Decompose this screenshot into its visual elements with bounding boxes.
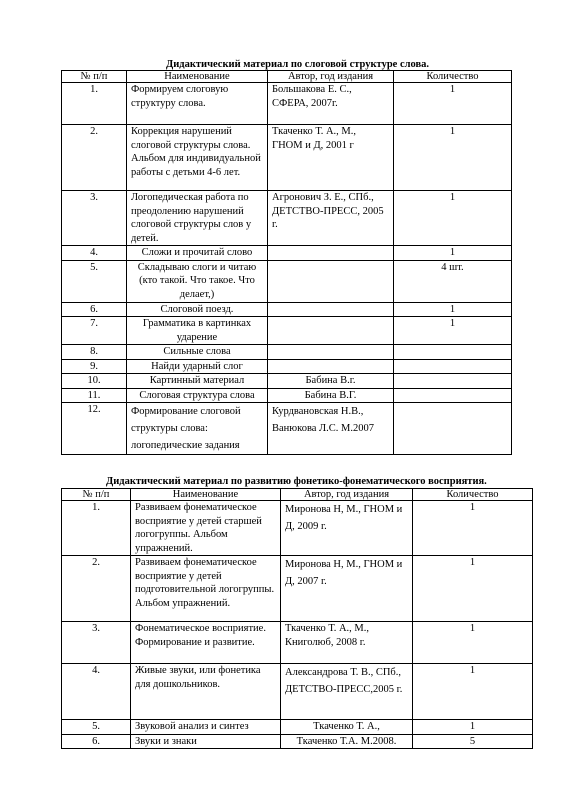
syllable-structure-table [61,70,512,455]
row-num: 5. [62,720,131,735]
row-qty [394,403,512,455]
row-qty: 1 [394,302,512,317]
phonetic-perception-table [61,488,533,749]
row-author: Ткаченко Т.А. М.2008. [281,734,413,749]
row-author: Миронова Н, М., ГНОМ и Д, 2007 г. [281,556,413,622]
row-qty: 1 [413,720,533,735]
row-name: Формируем слоговую структуру слова. [127,83,268,125]
row-num: 1. [62,83,127,125]
row-qty [394,359,512,374]
row-num: 11. [62,388,127,403]
table-row [62,191,512,246]
row-author [268,260,394,302]
row-name: Развиваем фонематическое восприятие у детей подготовительной логогруппы. Альбом упражнений. [131,556,281,622]
row-name: Фонематическое восприятие. Формирование и развитие. [131,622,281,664]
table-row [62,403,512,455]
row-qty [394,374,512,389]
row-name: Звуковой анализ и синтез [131,720,281,735]
row-num: 2. [62,125,127,191]
row-num: 12. [62,403,127,455]
table-row [62,359,512,374]
row-num: 4. [62,664,131,720]
row-name: Грамматика в картинках ударение [127,317,268,345]
row-name: Логопедическая работа по преодолению нарушений слоговой структуры слов у детей. [127,191,268,246]
header-num: № п/п [62,489,131,501]
row-name: Найди ударный слог [127,359,268,374]
row-author: Ткаченко Т. А., М., ГНОМ и Д, 2001 г [268,125,394,191]
row-author: Александрова Т. В., СПб., ДЕТСТВО-ПРЕСС,2005 г. [281,664,413,720]
header-author: Автор, год издания [268,71,394,83]
table-row [62,734,533,749]
row-num: 8. [62,345,127,360]
row-name: Сложи и прочитай слово [127,246,268,261]
table-row [62,622,533,664]
row-name: Картинный материал [127,374,268,389]
row-num: 1. [62,501,131,556]
table-header-row [62,71,512,83]
table-row [62,374,512,389]
row-qty: 1 [413,501,533,556]
section1-title: Дидактический материал по слоговой структуре слова. [166,59,430,70]
row-author: Курдвановская Н.В., Ванюкова Л.С. М.2007 [268,403,394,455]
table-row [62,125,512,191]
row-name: Слоговой поезд. [127,302,268,317]
row-num: 6. [62,302,127,317]
header-qty: Количество [394,71,512,83]
row-num: 10. [62,374,127,389]
row-qty: 1 [394,83,512,125]
row-author: Миронова Н, М., ГНОМ и Д, 2009 г. [281,501,413,556]
table-row [62,246,512,261]
row-num: 3. [62,622,131,664]
row-name: Коррекция нарушений слоговой структуры слова. Альбом для индивидуальной работы с детьми 4-6 лет. [127,125,268,191]
row-name: Формирование слоговой структуры слова: логопедические задания [127,403,268,455]
row-qty: 1 [413,622,533,664]
table-row [62,345,512,360]
header-qty: Количество [413,489,533,501]
row-qty: 1 [394,125,512,191]
table-row [62,720,533,735]
row-name: Развиваем фонематическое восприятие у детей старшей логогруппы. Альбом упражнений. [131,501,281,556]
table-row [62,83,512,125]
table-row [62,302,512,317]
header-num: № п/п [62,71,127,83]
header-author: Автор, год издания [281,489,413,501]
row-qty: 1 [394,191,512,246]
row-author [268,317,394,345]
row-num: 5. [62,260,127,302]
header-name: Наименование [131,489,281,501]
table-row [62,556,533,622]
row-num: 2. [62,556,131,622]
row-author [268,345,394,360]
section2-title: Дидактический материал по развитию фонетико-фонематического восприятия. [106,476,487,487]
row-num: 9. [62,359,127,374]
row-author [268,302,394,317]
row-author: Агронович З. Е., СПб., ДЕТСТВО-ПРЕСС, 2005 г. [268,191,394,246]
row-num: 7. [62,317,127,345]
table-row [62,664,533,720]
table-row [62,388,512,403]
table-row [62,501,533,556]
row-author: Бабина В.Г. [268,388,394,403]
row-num: 6. [62,734,131,749]
table-header-row [62,489,533,501]
row-num: 4. [62,246,127,261]
table-row [62,260,512,302]
row-qty [394,388,512,403]
table-row [62,317,512,345]
row-qty: 1 [394,246,512,261]
row-author: Бабина В.г. [268,374,394,389]
row-author: Ткаченко Т. А., М., Книголюб, 2008 г. [281,622,413,664]
row-qty: 1 [413,664,533,720]
header-name: Наименование [127,71,268,83]
row-name: Живые звуки, или фонетика для дошкольников. [131,664,281,720]
row-num: 3. [62,191,127,246]
row-qty: 4 шт. [394,260,512,302]
row-name: Складываю слоги и читаю (кто такой. Что такое. Что делает,) [127,260,268,302]
row-author [268,359,394,374]
row-author [268,246,394,261]
row-name: Сильные слова [127,345,268,360]
row-author: Ткаченко Т. А., [281,720,413,735]
row-qty: 1 [394,317,512,345]
row-author: Большакова Е. С., СФЕРА, 2007г. [268,83,394,125]
row-name: Слоговая структура слова [127,388,268,403]
row-name: Звуки и знаки [131,734,281,749]
row-qty: 1 [413,556,533,622]
row-qty [394,345,512,360]
row-qty: 5 [413,734,533,749]
